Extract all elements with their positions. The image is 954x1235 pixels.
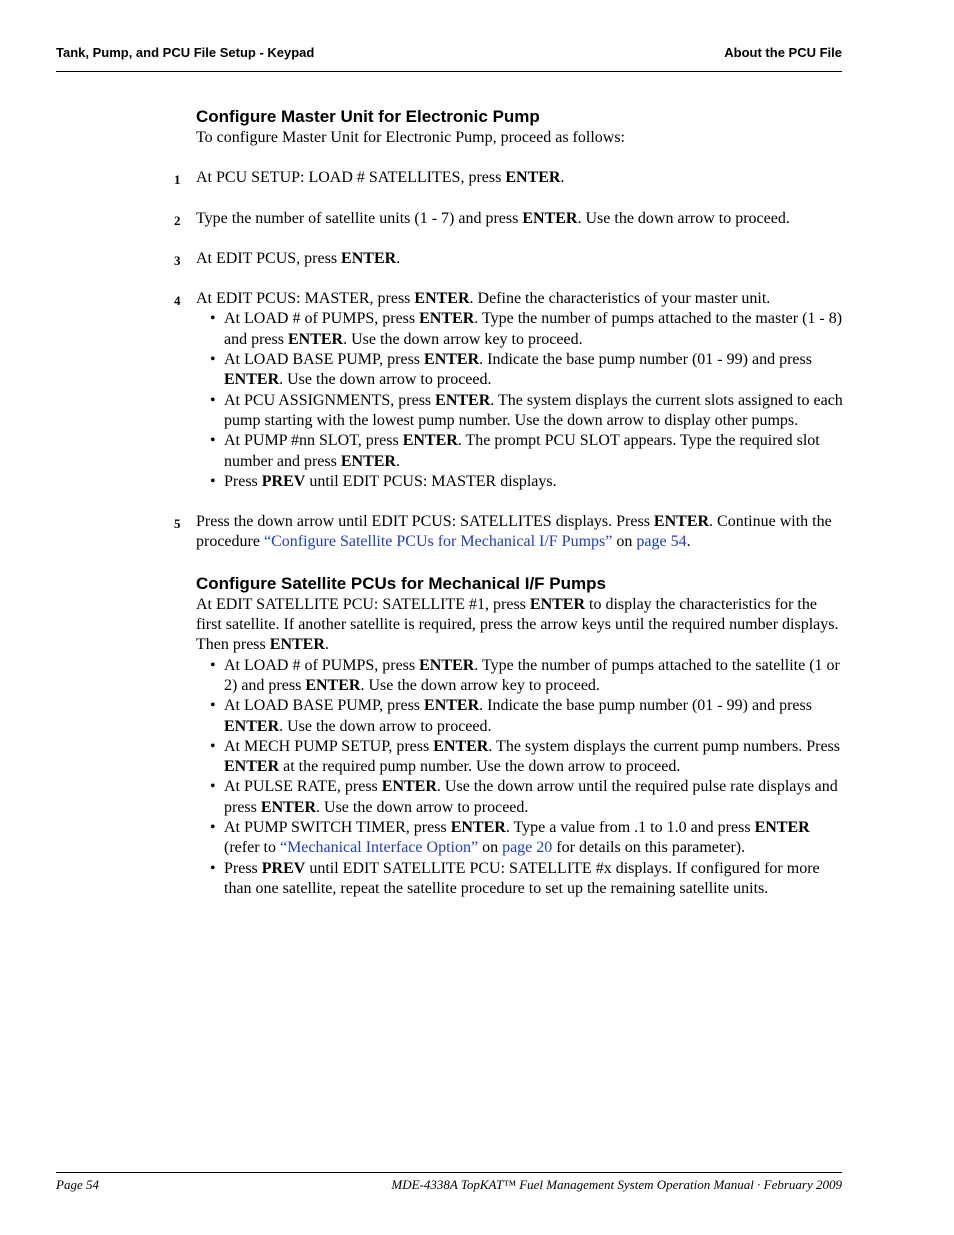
bullet-text: At PULSE RATE, press xyxy=(224,778,382,796)
link-page-20[interactable]: page 20 xyxy=(502,839,553,857)
step-text: Type the number of satellite units (1 - 7) and press xyxy=(196,209,523,227)
bullet-glyph: • xyxy=(210,778,216,796)
bullet-item xyxy=(210,777,846,818)
intro-text: . xyxy=(324,636,329,654)
bullet-glyph: • xyxy=(210,859,216,877)
key-name: ENTER xyxy=(287,330,344,348)
procedure-steps xyxy=(174,168,846,552)
bullet-item xyxy=(210,656,846,697)
key-name: ENTER xyxy=(419,656,475,674)
bullet-text: At PUMP #nn SLOT, press xyxy=(224,432,403,450)
key-name: ENTER xyxy=(522,209,578,227)
procedure-step xyxy=(174,249,846,269)
step-text: . Continue with the procedure xyxy=(196,513,832,551)
key-name: ENTER xyxy=(505,169,561,187)
bullet-text: for details on this parameter). xyxy=(552,839,746,857)
key-name: PREV xyxy=(261,472,306,490)
bullet-text: At LOAD BASE PUMP, press xyxy=(224,697,425,715)
bullet-text: . Indicate the base pump number (01 - 99) and press xyxy=(479,351,812,369)
bullet-text: . Use the down arrow to proceed. xyxy=(279,717,492,735)
bullet-item xyxy=(210,818,846,859)
bullet-glyph: • xyxy=(210,391,216,409)
bullet-text: . The prompt PCU SLOT appears. Type the required slot number and press xyxy=(224,432,820,470)
bullet-text: until EDIT PCUS: MASTER displays. xyxy=(305,472,557,490)
key-name: ENTER xyxy=(424,697,480,715)
satellite-bullets xyxy=(196,656,846,900)
bullet-text: (refer to xyxy=(224,839,280,857)
running-header-left: Tank, Pump, and PCU File Setup - Keypad xyxy=(56,45,315,60)
bullet-text: . Indicate the base pump number (01 - 99) and press xyxy=(479,697,812,715)
bullet-item xyxy=(210,737,846,778)
bullet-text: . The system displays the current pump numbers. Press xyxy=(488,737,840,755)
bullet-item xyxy=(210,472,846,492)
link-configure-satellite-pcus[interactable]: “Configure Satellite PCUs for Mechanical I/F Pumps” xyxy=(263,533,613,551)
bullet-text: until EDIT SATELLITE PCU: SATELLITE #x displays. If configured for more than one satellite, repeat the satellite procedure to set up the remaining satellite units. xyxy=(224,859,820,897)
step-text: . Use the down arrow to proceed. xyxy=(577,209,790,227)
key-name: ENTER xyxy=(529,595,586,613)
key-name: ENTER xyxy=(224,371,280,389)
bullet-text: At LOAD # of PUMPS, press xyxy=(224,656,420,674)
running-header-right: About the PCU File xyxy=(724,45,842,60)
key-name: ENTER xyxy=(450,819,506,837)
procedure-step xyxy=(174,168,846,188)
step-number: 1 xyxy=(174,172,181,188)
section-heading-master-unit: Configure Master Unit for Electronic Pump xyxy=(196,107,540,126)
key-name: ENTER xyxy=(224,717,280,735)
bullet-text: . Type the number of pumps attached to the satellite (1 or 2) and press xyxy=(224,656,840,694)
bullet-text: Press xyxy=(224,859,262,877)
bullet-text: Press xyxy=(224,472,262,490)
section-heading-satellite-pcus: Configure Satellite PCUs for Mechanical I/F Pumps xyxy=(196,573,606,593)
key-name: ENTER xyxy=(435,391,491,409)
bullet-glyph: • xyxy=(210,697,216,715)
key-name: ENTER xyxy=(269,636,325,654)
step-text: . xyxy=(396,249,401,267)
bullet-glyph: • xyxy=(210,351,216,369)
key-name: ENTER xyxy=(419,310,475,328)
key-name: ENTER xyxy=(653,513,710,531)
key-name: ENTER xyxy=(305,676,361,694)
header-rule xyxy=(56,71,842,72)
key-name: ENTER xyxy=(414,290,470,308)
key-name: PREV xyxy=(261,859,306,877)
footer-rule xyxy=(56,1172,842,1173)
bullet-text: . Use the down arrow key to proceed. xyxy=(360,676,600,694)
bullet-item xyxy=(210,431,846,472)
key-name: ENTER xyxy=(402,432,458,450)
key-name: ENTER xyxy=(260,798,317,816)
step-text: . xyxy=(560,169,565,187)
page-content xyxy=(174,106,846,899)
document-title-footer: MDE-4338A TopKAT™ Fuel Management System Operation Manual · February 2009 xyxy=(391,1177,842,1192)
bullet-text: at the required pump number. Use the down arrow to proceed. xyxy=(279,758,681,776)
bullet-text: At PCU ASSIGNMENTS, press xyxy=(224,391,436,409)
key-name: ENTER xyxy=(381,778,437,796)
key-name: ENTER xyxy=(424,351,480,369)
bullet-item xyxy=(210,350,846,391)
step-text: on xyxy=(612,533,637,551)
key-name: ENTER xyxy=(341,249,397,267)
step-number: 5 xyxy=(174,516,181,532)
section-intro xyxy=(196,595,846,656)
key-name: ENTER xyxy=(224,758,280,776)
bullet-glyph: • xyxy=(210,819,216,837)
bullet-text: At LOAD BASE PUMP, press xyxy=(224,351,425,369)
bullet-text: . Use the down arrow to proceed. xyxy=(279,371,492,389)
bullet-item xyxy=(210,309,846,350)
step-text: Press the down arrow until EDIT PCUS: SATELLITES displays. Press xyxy=(196,513,654,531)
key-name: ENTER xyxy=(754,819,810,837)
link-page-54[interactable]: page 54 xyxy=(636,533,687,551)
bullet-glyph: • xyxy=(210,656,216,674)
bullet-text: . Use the down arrow until the required pulse rate displays and press xyxy=(224,778,838,816)
step-4-bullets xyxy=(196,309,846,492)
intro-text: At EDIT SATELLITE PCU: SATELLITE #1, press xyxy=(196,595,530,613)
bullet-text: . Use the down arrow to proceed. xyxy=(316,798,529,816)
bullet-text: on xyxy=(478,839,503,857)
bullet-text: At MECH PUMP SETUP, press xyxy=(224,737,434,755)
bullet-text: At PUMP SWITCH TIMER, press xyxy=(224,819,451,837)
step-number: 2 xyxy=(174,212,181,228)
step-number: 4 xyxy=(174,293,181,309)
page-number: Page 54 xyxy=(56,1177,99,1192)
procedure-step xyxy=(174,209,846,229)
bullet-item xyxy=(210,696,846,737)
bullet-glyph: • xyxy=(210,737,216,755)
section-satellite-pcus xyxy=(196,573,846,899)
step-text: At PCU SETUP: LOAD # SATELLITES, press xyxy=(196,169,506,187)
bullet-item xyxy=(210,391,846,432)
bullet-text: . Type a value from .1 to 1.0 and press xyxy=(505,819,755,837)
bullet-glyph: • xyxy=(210,432,216,450)
bullet-text: . Type the number of pumps attached to the master (1 - 8) and press xyxy=(224,310,843,348)
bullet-text: . The system displays the current slots assigned to each pump starting with the lowest pump number. Use the down arrow to display other pumps. xyxy=(224,391,843,429)
step-text: At EDIT PCUS: MASTER, press xyxy=(196,290,415,308)
key-name: ENTER xyxy=(340,452,396,470)
bullet-text: . Use the down arrow key to proceed. xyxy=(343,330,583,348)
procedure-step xyxy=(174,512,846,553)
bullet-glyph: • xyxy=(210,310,216,328)
step-text: . Define the characteristics of your master unit. xyxy=(469,290,771,308)
link-mechanical-interface-option[interactable]: “Mechanical Interface Option” xyxy=(279,839,479,857)
step-number: 3 xyxy=(174,252,181,268)
step-text: . xyxy=(686,533,691,551)
bullet-item xyxy=(210,859,846,900)
bullet-glyph: • xyxy=(210,472,216,490)
intro-text: to display the characteristics for the first satellite. If another satellite is required, press the arrow keys until the required number displays. Then press xyxy=(196,595,839,654)
key-name: ENTER xyxy=(433,737,489,755)
step-text: At EDIT PCUS, press xyxy=(196,249,342,267)
bullet-text: . xyxy=(395,452,400,470)
section-intro: To configure Master Unit for Electronic Pump, proceed as follows: xyxy=(196,129,625,146)
bullet-text: At LOAD # of PUMPS, press xyxy=(224,310,420,328)
procedure-step xyxy=(174,289,846,492)
